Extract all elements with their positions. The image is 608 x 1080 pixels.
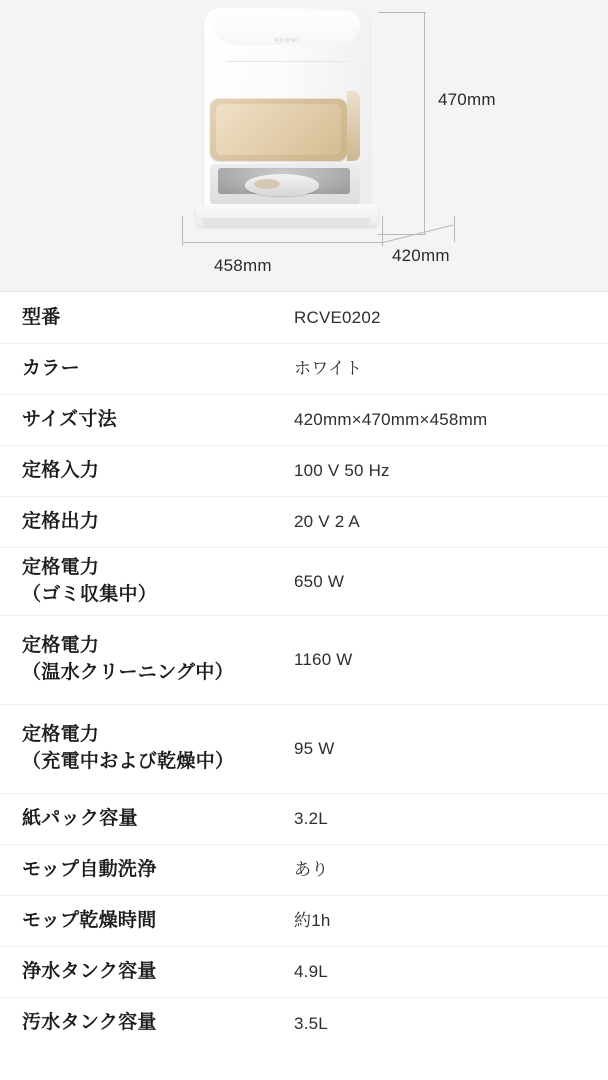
spec-label: カラー	[22, 357, 80, 379]
spec-label: 型番	[22, 306, 61, 328]
spec-value: あり	[294, 860, 329, 880]
spec-label: モップ乾燥時間	[22, 909, 157, 931]
spec-label: サイズ寸法	[22, 408, 117, 430]
height-dimension-label: 470mm	[438, 90, 496, 109]
spec-value: 95 W	[294, 739, 335, 759]
spec-label: 汚水タンク容量	[22, 1012, 157, 1034]
spec-value: 420mm×470mm×458mm	[294, 410, 488, 430]
dock-top-seam	[226, 61, 348, 62]
spec-value: 650 W	[294, 571, 345, 591]
table-row	[0, 998, 608, 1049]
spec-value: 3.2L	[294, 809, 328, 829]
table-row	[0, 497, 608, 548]
dock-front-panel-inner	[216, 104, 341, 155]
width-guide-tick-left	[182, 216, 183, 246]
table-row	[0, 794, 608, 845]
spec-label: 定格出力	[22, 510, 100, 532]
table-row	[0, 395, 608, 446]
spec-value: 3.5L	[294, 1013, 328, 1033]
spec-value: 20 V 2 A	[294, 512, 360, 532]
dock-base-front-edge	[202, 218, 370, 226]
spec-value: ホワイト	[294, 359, 363, 379]
brand-logo: ROIDMI	[274, 38, 300, 44]
spec-label: 浄水タンク容量	[22, 960, 157, 982]
table-row	[0, 344, 608, 395]
height-guide-tick-top	[378, 12, 426, 13]
table-row	[0, 616, 608, 705]
robot-mop-pad	[254, 179, 280, 189]
width-guide-line	[182, 242, 382, 243]
spec-value: 約1h	[294, 911, 331, 931]
depth-dimension-label: 420mm	[392, 246, 450, 265]
spec-value: RCVE0202	[294, 308, 381, 328]
spec-value: 4.9L	[294, 962, 328, 982]
specification-table	[0, 293, 608, 1049]
spec-label: 定格入力	[22, 459, 100, 481]
spec-value: 100 V 50 Hz	[294, 461, 390, 481]
width-dimension-label: 458mm	[214, 256, 272, 275]
height-guide-line	[424, 12, 425, 234]
table-row	[0, 446, 608, 497]
product-image-section	[0, 0, 608, 292]
spec-label: 定格電力 （充電中および乾燥中）	[22, 724, 235, 772]
product-illustration	[196, 8, 378, 236]
spec-label: 紙パック容量	[22, 807, 138, 829]
table-row	[0, 705, 608, 794]
table-row	[0, 845, 608, 896]
dock-panel-side	[347, 91, 360, 161]
spec-label: 定格電力 （ゴミ収集中）	[22, 556, 158, 605]
depth-guide-tick	[454, 216, 455, 242]
height-guide-tick-bottom	[378, 234, 426, 235]
spec-value: 1160 W	[294, 650, 353, 670]
spec-label: モップ自動洗浄	[22, 858, 157, 880]
spec-label: 定格電力 （温水クリーニング中）	[22, 635, 234, 683]
table-row	[0, 293, 608, 344]
dock-front-panel	[210, 98, 347, 161]
table-row	[0, 548, 608, 616]
table-row	[0, 896, 608, 947]
table-row	[0, 947, 608, 998]
